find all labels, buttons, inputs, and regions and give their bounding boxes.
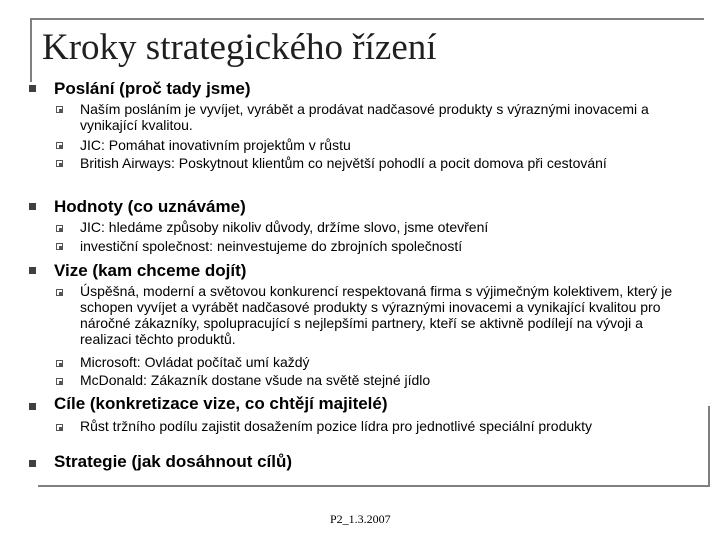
section-heading-goals: Cíle (konkretizace vize, co chtějí majitelé) [54, 394, 388, 413]
list-item-values-1: JIC: hledáme způsoby nikoliv důvody, držíme slovo, jsme otevření [80, 219, 489, 235]
section-heading-mission: Poslání (proč tady jsme) [54, 79, 251, 98]
list-item-mission-3: British Airways: Poskytnout klientům co největší pohodlí a pocit domova při cestování [80, 155, 607, 171]
section-heading-strategy: Strategie (jak dosáhnout cílů) [54, 452, 293, 471]
list-item-vision-1: Úspěšná, moderní a světovou konkurencí respektovaná firma s výjimečným kolektivem, který je schopen vyvíjet a vyrábět nadčasové produkty s výraznými inovacemi a vynikající kvalitou pro náročné zákazníky, spolupracující s nejlepšími partnery, kteří se aktivně podílejí na vývoji a realizaci těchto produktů. [80, 283, 673, 347]
list-item-vision-2: Microsoft: Ovládat počítač umí každý [80, 354, 310, 370]
bullet-square-icon [29, 460, 36, 467]
bullet-square-icon [29, 267, 36, 274]
slide-title: Kroky strategického řízení [42, 27, 437, 68]
list-item-vision-3: McDonald: Zákazník dostane všude na světě stejné jídlo [80, 372, 431, 388]
bullet-hollow-square-icon [56, 289, 63, 296]
bullet-square-icon [29, 403, 36, 410]
list-item-mission-2: JIC: Pomáhat inovativním projektům v růstu [80, 137, 351, 153]
section-heading-values: Hodnoty (co uznáváme) [54, 197, 246, 216]
bullet-hollow-square-icon [56, 424, 63, 431]
bullet-hollow-square-icon [56, 243, 63, 250]
bullet-square-icon [29, 85, 36, 92]
bullet-hollow-square-icon [56, 225, 63, 232]
bullet-hollow-square-icon [56, 360, 63, 367]
list-item-values-2: investiční společnost: neinvestujeme do zbrojních společností [80, 238, 463, 254]
bullet-hollow-square-icon [56, 142, 63, 149]
section-heading-vision: Vize (kam chceme dojít) [54, 261, 247, 280]
bullet-square-icon [29, 203, 36, 210]
bullet-hollow-square-icon [56, 378, 63, 385]
bullet-hollow-square-icon [56, 160, 63, 167]
slide-footer: P2_1.3.2007 [330, 512, 391, 526]
bullet-hollow-square-icon [56, 106, 63, 113]
list-item-goals-1: Růst tržního podílu zajistit dosažením pozice lídra pro jednotlivé speciální produkty [80, 418, 593, 434]
list-item-mission-1: Naším posláním je vyvíjet, vyrábět a prodávat nadčasové produkty s výraznými inovacemi a vynikající kvalitou. [80, 101, 649, 133]
